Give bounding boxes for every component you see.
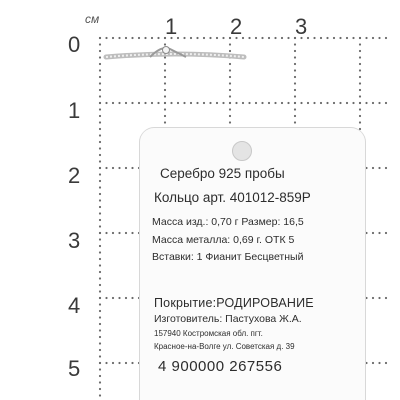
grid-dot xyxy=(372,232,374,234)
grid-dot xyxy=(294,95,296,97)
ruler-label-left-4: 4 xyxy=(68,293,81,318)
grid-dot xyxy=(229,95,231,97)
price-tag xyxy=(140,128,365,400)
grid-dot xyxy=(112,102,114,104)
grid-dot xyxy=(229,102,231,104)
grid-dot xyxy=(287,37,289,39)
grid-dot xyxy=(112,362,114,364)
grid-dot xyxy=(99,199,101,201)
grid-dot xyxy=(99,186,101,188)
grid-dot xyxy=(105,167,107,169)
grid-dot xyxy=(99,303,101,305)
grid-dot xyxy=(326,37,328,39)
grid-dot xyxy=(99,180,101,182)
grid-dot xyxy=(99,394,101,396)
grid-dot xyxy=(294,102,296,104)
grid-dot xyxy=(372,362,374,364)
grid-dot xyxy=(170,102,172,104)
tag-mass: Масса изд.: 0,70 г Размер: 16,5 xyxy=(152,216,304,228)
grid-dot xyxy=(385,232,387,234)
grid-dot xyxy=(385,362,387,364)
grid-dot xyxy=(294,63,296,65)
grid-dot xyxy=(99,264,101,266)
grid-dot xyxy=(138,102,140,104)
ruler-unit-label: см xyxy=(85,12,100,26)
grid-dot xyxy=(99,154,101,156)
grid-dot xyxy=(248,102,250,104)
grid-dot xyxy=(125,167,127,169)
tag-metal-mass: Масса металла: 0,69 г. ОТК 5 xyxy=(152,234,295,246)
grid-dot xyxy=(255,37,257,39)
grid-dot xyxy=(118,102,120,104)
grid-dot xyxy=(99,362,101,364)
grid-dot xyxy=(99,147,101,149)
tag-title-metal: Серебро 925 пробы xyxy=(160,166,285,181)
grid-dot xyxy=(177,102,179,104)
grid-dot xyxy=(190,102,192,104)
tag-hole xyxy=(232,141,252,161)
grid-dot xyxy=(261,37,263,39)
grid-dot xyxy=(287,102,289,104)
grid-dot xyxy=(320,102,322,104)
grid-dot xyxy=(229,89,231,91)
grid-dot xyxy=(359,82,361,84)
grid-dot xyxy=(274,102,276,104)
grid-dot xyxy=(359,95,361,97)
tag-title-article: Кольцо арт. 401012-859Р xyxy=(154,190,311,205)
ruler-label-top-0: 0 xyxy=(68,32,81,57)
grid-dot xyxy=(378,232,380,234)
grid-dot xyxy=(307,102,309,104)
grid-dot xyxy=(359,102,361,104)
grid-dot xyxy=(99,329,101,331)
grid-dot xyxy=(99,89,101,91)
grid-dot xyxy=(359,63,361,65)
grid-dot xyxy=(99,128,101,130)
ruler-label-left-1: 1 xyxy=(68,98,81,123)
ruler-label-left-3: 3 xyxy=(68,228,81,253)
grid-dot xyxy=(99,121,101,123)
grid-dot xyxy=(99,284,101,286)
grid-dot xyxy=(222,102,224,104)
grid-dot xyxy=(131,297,133,299)
grid-dot xyxy=(99,206,101,208)
grid-dot xyxy=(99,141,101,143)
grid-dot xyxy=(144,102,146,104)
grid-dot xyxy=(99,258,101,260)
tag-address-line1: 157940 Костромская обл. пгт. xyxy=(154,329,263,338)
grid-dot xyxy=(359,108,361,110)
grid-dot xyxy=(99,336,101,338)
tag-manufacturer: Изготовитель: Пастухова Ж.А. xyxy=(154,313,302,325)
grid-dot xyxy=(274,37,276,39)
grid-dot xyxy=(99,102,101,104)
grid-dot xyxy=(118,232,120,234)
grid-dot xyxy=(99,232,101,234)
grid-dot xyxy=(281,102,283,104)
grid-dot xyxy=(99,290,101,292)
grid-dot xyxy=(294,115,296,117)
grid-dot xyxy=(164,121,166,123)
grid-dot xyxy=(105,297,107,299)
grid-dot xyxy=(99,355,101,357)
grid-dot xyxy=(372,167,374,169)
grid-dot xyxy=(196,102,198,104)
grid-dot xyxy=(294,56,296,58)
grid-dot xyxy=(372,297,374,299)
grid-dot xyxy=(294,82,296,84)
grid-dot xyxy=(99,167,101,169)
grid-dot xyxy=(112,297,114,299)
grid-dot xyxy=(242,102,244,104)
grid-dot xyxy=(372,37,374,39)
grid-dot xyxy=(313,102,315,104)
grid-dot xyxy=(261,102,263,104)
grid-dot xyxy=(300,102,302,104)
grid-dot xyxy=(118,362,120,364)
grid-dot xyxy=(229,82,231,84)
grid-dot xyxy=(105,362,107,364)
grid-dot xyxy=(99,316,101,318)
grid-dot xyxy=(313,37,315,39)
grid-dot xyxy=(365,37,367,39)
grid-dot xyxy=(164,108,166,110)
grid-dot xyxy=(131,362,133,364)
grid-dot xyxy=(99,76,101,78)
ruler-label-left-5: 5 xyxy=(68,356,81,381)
grid-dot xyxy=(216,102,218,104)
grid-dot xyxy=(365,102,367,104)
grid-dot xyxy=(359,89,361,91)
grid-dot xyxy=(365,362,367,364)
ruler-label-top-2: 2 xyxy=(230,14,243,39)
grid-dot xyxy=(125,297,127,299)
grid-dot xyxy=(365,167,367,169)
grid-dot xyxy=(346,37,348,39)
grid-dot xyxy=(99,375,101,377)
grid-dot xyxy=(105,102,107,104)
grid-dot xyxy=(99,212,101,214)
grid-dot xyxy=(365,232,367,234)
grid-dot xyxy=(131,167,133,169)
grid-dot xyxy=(359,69,361,71)
grid-dot xyxy=(385,102,387,104)
grid-dot xyxy=(112,167,114,169)
grid-dot xyxy=(99,323,101,325)
grid-dot xyxy=(372,102,374,104)
grid-dot xyxy=(99,310,101,312)
grid-dot xyxy=(359,121,361,123)
grid-dot xyxy=(268,102,270,104)
grid-dot xyxy=(294,121,296,123)
ruler-label-top-3: 3 xyxy=(295,14,308,39)
grid-dot xyxy=(99,251,101,253)
grid-dot xyxy=(281,37,283,39)
grid-dot xyxy=(339,102,341,104)
grid-dot xyxy=(378,362,380,364)
grid-dot xyxy=(99,225,101,227)
grid-dot xyxy=(385,37,387,39)
grid-dot xyxy=(164,76,166,78)
grid-dot xyxy=(99,297,101,299)
grid-dot xyxy=(385,297,387,299)
grid-dot xyxy=(157,102,159,104)
grid-dot xyxy=(359,76,361,78)
grid-dot xyxy=(99,245,101,247)
ring-image xyxy=(100,35,250,75)
grid-dot xyxy=(235,102,237,104)
grid-dot xyxy=(99,277,101,279)
grid-dot xyxy=(255,102,257,104)
grid-dot xyxy=(339,37,341,39)
grid-dot xyxy=(294,76,296,78)
grid-dot xyxy=(359,50,361,52)
tag-barcode-number: 4 900000 267556 xyxy=(158,358,283,375)
grid-dot xyxy=(125,102,127,104)
grid-dot xyxy=(378,102,380,104)
grid-dot xyxy=(229,108,231,110)
grid-dot xyxy=(326,102,328,104)
tag-inserts: Вставки: 1 Фианит Бесцветный xyxy=(152,251,304,263)
grid-dot xyxy=(294,50,296,52)
grid-dot xyxy=(346,102,348,104)
grid-dot xyxy=(125,232,127,234)
grid-dot xyxy=(164,102,166,104)
grid-dot xyxy=(209,102,211,104)
grid-dot xyxy=(99,342,101,344)
grid-dot xyxy=(378,297,380,299)
grid-dot xyxy=(378,37,380,39)
grid-dot xyxy=(294,43,296,45)
grid-dot xyxy=(203,102,205,104)
grid-dot xyxy=(294,108,296,110)
grid-dot xyxy=(164,115,166,117)
grid-dot xyxy=(378,167,380,169)
grid-dot xyxy=(359,43,361,45)
grid-dot xyxy=(164,95,166,97)
grid-dot xyxy=(99,388,101,390)
grid-dot xyxy=(359,37,361,39)
grid-dot xyxy=(164,82,166,84)
grid-dot xyxy=(229,121,231,123)
tag-address-line2: Красное-на-Волге ул. Советская д. 39 xyxy=(154,342,295,351)
grid-dot xyxy=(294,89,296,91)
grid-dot xyxy=(125,362,127,364)
grid-dot xyxy=(365,297,367,299)
grid-dot xyxy=(99,193,101,195)
grid-dot xyxy=(99,82,101,84)
grid-dot xyxy=(359,56,361,58)
ruler-label-top-1: 1 xyxy=(165,14,178,39)
grid-dot xyxy=(118,297,120,299)
grid-dot xyxy=(99,238,101,240)
grid-dot xyxy=(268,37,270,39)
grid-dot xyxy=(99,219,101,221)
ruler-label-left-2: 2 xyxy=(68,163,81,188)
grid-dot xyxy=(99,108,101,110)
grid-dot xyxy=(99,271,101,273)
grid-dot xyxy=(320,37,322,39)
grid-dot xyxy=(183,102,185,104)
grid-dot xyxy=(99,368,101,370)
grid-dot xyxy=(105,232,107,234)
grid-dot xyxy=(333,102,335,104)
grid-dot xyxy=(359,115,361,117)
grid-dot xyxy=(352,37,354,39)
grid-dot xyxy=(112,232,114,234)
grid-dot xyxy=(131,232,133,234)
grid-dot xyxy=(352,102,354,104)
grid-dot xyxy=(131,102,133,104)
grid-dot xyxy=(99,173,101,175)
grid-dot xyxy=(99,115,101,117)
grid-dot xyxy=(164,89,166,91)
grid-dot xyxy=(99,349,101,351)
grid-dot xyxy=(229,115,231,117)
grid-dot xyxy=(99,95,101,97)
grid-dot xyxy=(118,167,120,169)
grid-dot xyxy=(99,134,101,136)
grid-dot xyxy=(151,102,153,104)
tag-coating: Покрытие:РОДИРОВАНИЕ xyxy=(154,296,314,310)
grid-dot xyxy=(294,69,296,71)
grid-dot xyxy=(385,167,387,169)
grid-dot xyxy=(99,381,101,383)
grid-dot xyxy=(99,160,101,162)
grid-dot xyxy=(333,37,335,39)
grid-dot xyxy=(229,76,231,78)
